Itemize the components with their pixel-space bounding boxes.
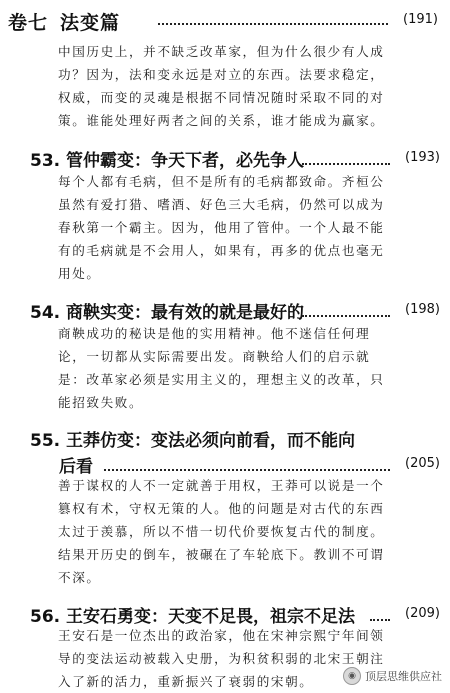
entry-title: 53. 管仲霸变：争天下者，必先争人 xyxy=(30,151,305,171)
text-line: 篡权有术，守权无策的人。他的问题是对古代的东西 xyxy=(58,501,385,516)
text-line: 善于谋权的人不一定就善于用权，王莽可以说是一个 xyxy=(58,478,385,493)
entry-summary xyxy=(58,474,384,589)
leader-dots xyxy=(370,619,390,621)
text-line: 功？因为，法和变永远是对立的东西。法要求稳定， xyxy=(58,67,385,82)
volume-title xyxy=(8,8,120,35)
watermark-text: 顶层思维供应社 xyxy=(365,670,442,683)
entry-title-continued: 后看 xyxy=(59,457,93,477)
leader-dots xyxy=(302,315,390,317)
entry-page-number: (205) xyxy=(405,456,440,471)
text-line: 商鞅成功的秘诀是他的实用精神。他不迷信任何理 xyxy=(58,326,371,341)
text-line: 策。谁能处理好两者之间的关系，谁才能成为赢家。 xyxy=(58,113,385,128)
toc-entry-55[interactable] xyxy=(30,426,440,478)
volume-heading xyxy=(8,6,438,36)
text-line: 中国历史上，并不缺乏改革家，但为什么很少有人成 xyxy=(58,44,385,59)
volume-page-number: (191) xyxy=(403,12,438,27)
text-line: 导的变法运动被载入史册，为积贫积弱的北宋王朝注 xyxy=(58,651,385,666)
volume-name: 法变篇 xyxy=(60,12,121,34)
text-line: 太过于羡慕，所以不惜一切代价要恢复古代的制度。 xyxy=(58,524,385,539)
entry-summary xyxy=(58,170,384,285)
entry-title: 55. 王莽仿变：变法必须向前看，而不能向 xyxy=(30,431,356,451)
text-line: 是：改革家必须是实用主义的，理想主义的改革，只 xyxy=(58,372,385,387)
text-line: 入了新的活力，重新振兴了衰弱的宋朝。 xyxy=(58,674,314,689)
text-line: 权威，而变的灵魂是根据不同情况随时采取不同的对 xyxy=(58,90,385,105)
text-line: 论，一切都从实际需要出发。商鞅给人们的启示就 xyxy=(58,349,371,364)
wechat-icon: ◉ xyxy=(343,667,361,685)
text-line: 每个人都有毛病，但不是所有的毛病都致命。齐桓公 xyxy=(58,174,385,189)
volume-intro xyxy=(58,40,384,132)
text-line: 不深。 xyxy=(58,570,101,585)
volume-label: 卷七 xyxy=(8,12,49,34)
text-line: 有的毛病就是不会用人，如果有，再多的优点也毫无 xyxy=(58,243,385,258)
text-line: 结果开历史的倒车，被碾在了车轮底下。教训不可谓 xyxy=(58,547,385,562)
text-line: 能招致失败。 xyxy=(58,395,144,410)
entry-page-number: (209) xyxy=(405,606,440,621)
watermark xyxy=(343,666,442,686)
leader-dots xyxy=(104,469,390,471)
text-line: 春秋第一个霸主。因为，他用了管仲。一个人最不能 xyxy=(58,220,385,235)
text-line: 王安石是一位杰出的政治家，他在宋神宗熙宁年间领 xyxy=(58,628,385,643)
leader-dots xyxy=(158,23,388,25)
text-line: 虽然有爱打猎、嗜酒、好色三大毛病，仍然可以成为 xyxy=(58,197,385,212)
text-line: 用处。 xyxy=(58,266,101,281)
leader-dots xyxy=(302,163,390,165)
entry-summary xyxy=(58,624,384,693)
entry-page-number: (193) xyxy=(405,150,440,165)
entry-summary xyxy=(58,322,384,414)
entry-title: 54. 商鞅实变：最有效的就是最好的 xyxy=(30,303,305,323)
entry-title: 56. 王安石勇变：天变不足畏，祖宗不足法 xyxy=(30,607,356,627)
entry-page-number: (198) xyxy=(405,302,440,317)
